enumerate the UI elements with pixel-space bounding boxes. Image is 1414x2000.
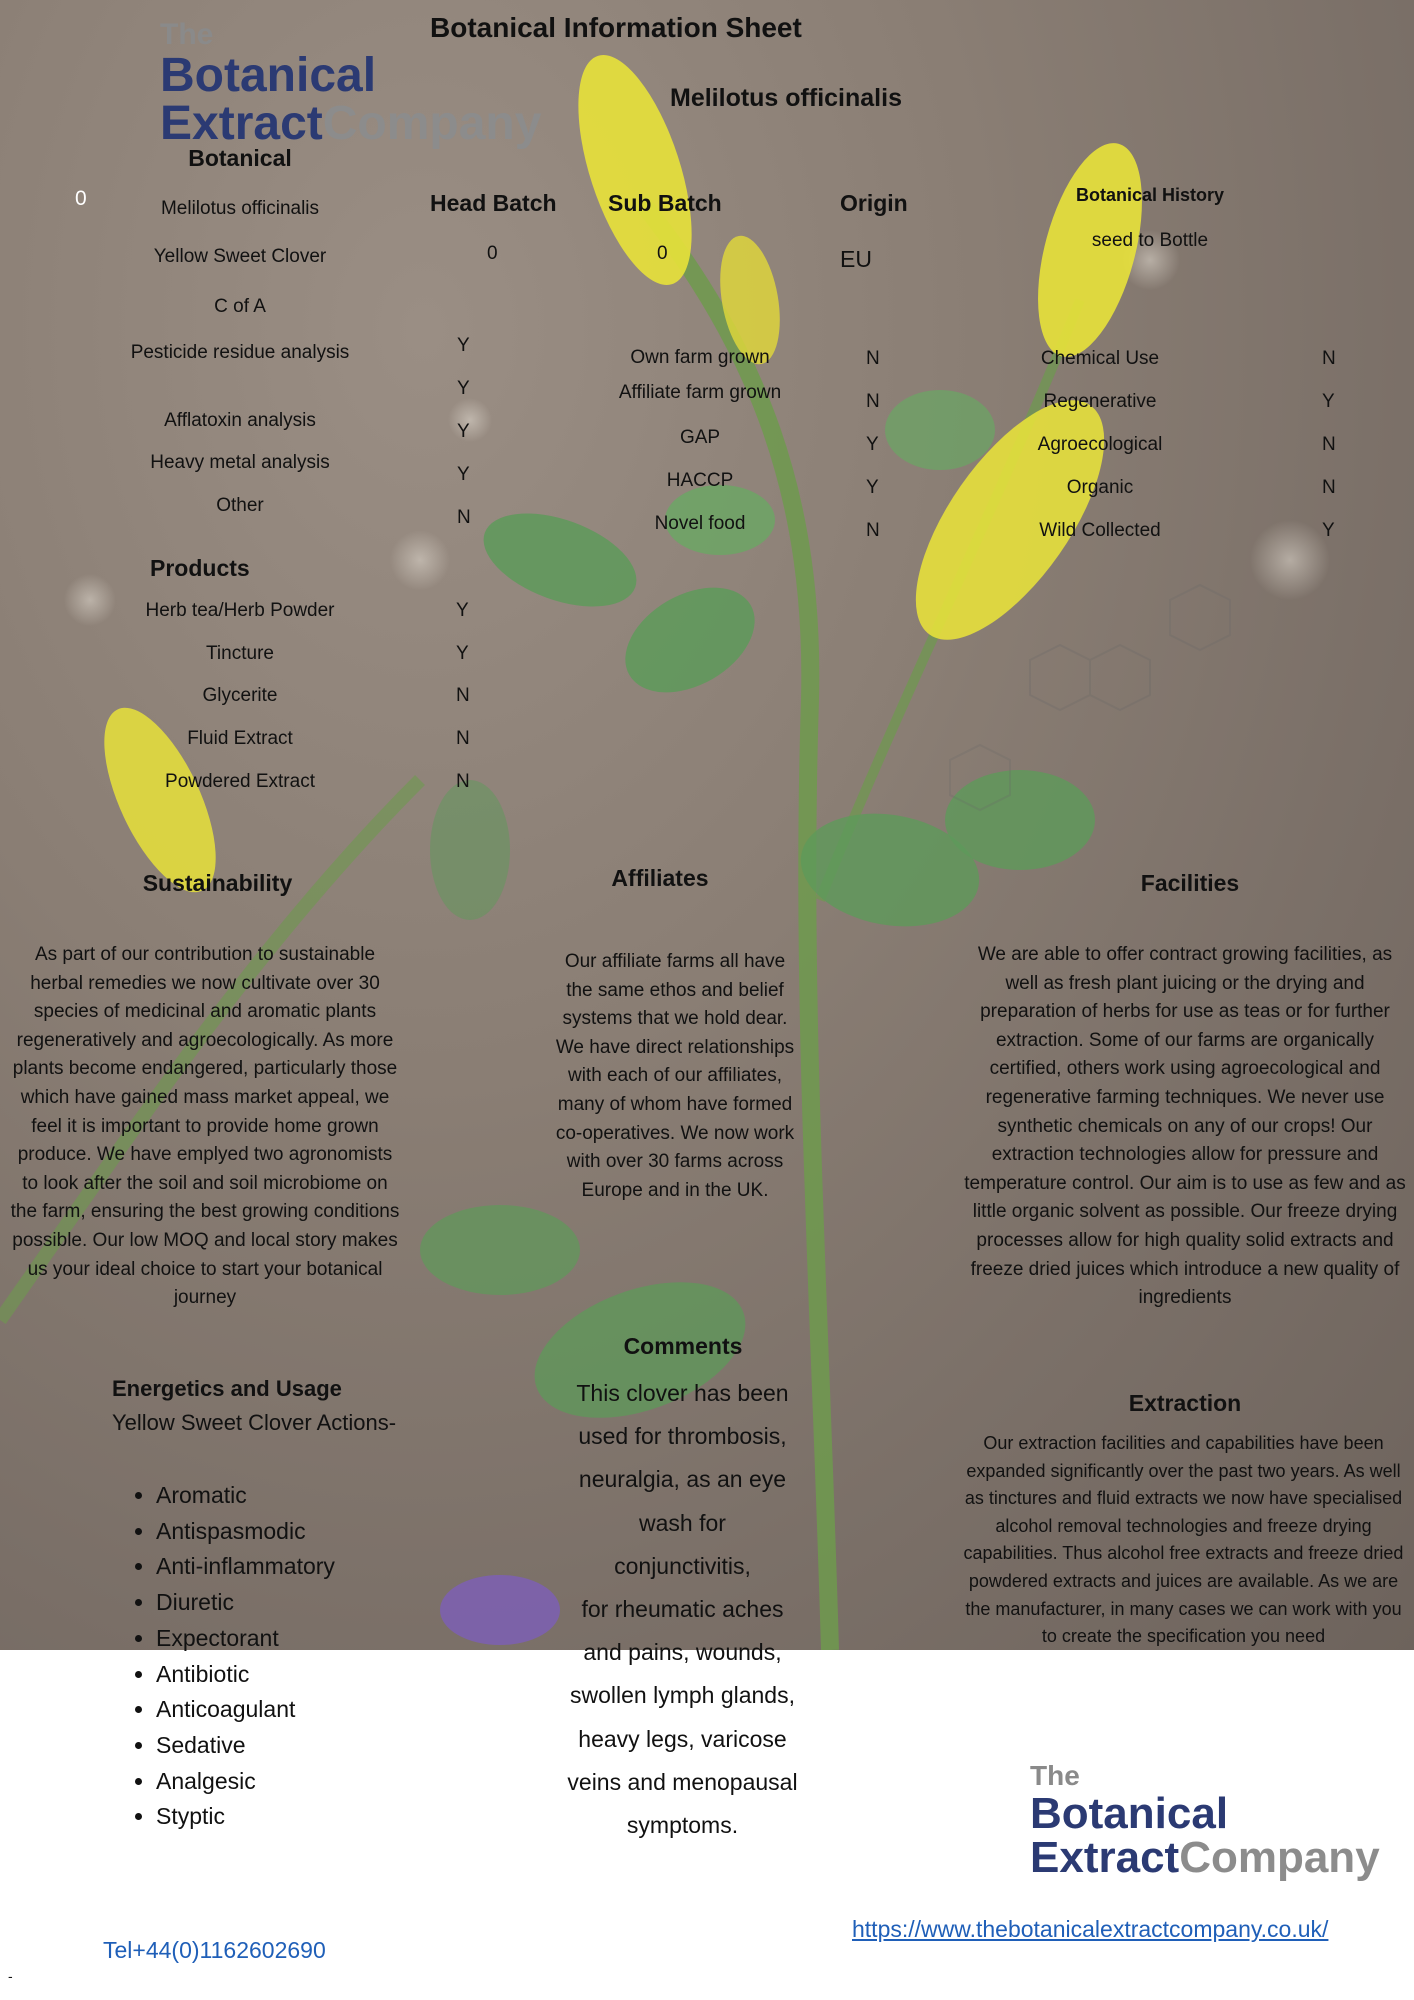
energetics-heading: Energetics and Usage (112, 1376, 342, 1401)
affiliates-body: Our affiliate farms all have the same ethos and belief systems that we hold dear. We have direct relationships with each of our affiliates, many of whom have formed co-operatives. We now work with over 30 farms across Europe and in the UK. (555, 951, 795, 1201)
comment-line: veins and menopausal (567, 1768, 798, 1795)
botanical-common: Yellow Sweet Clover (153, 246, 327, 267)
test-label-heavy-metal: Heavy metal analysis (150, 452, 330, 473)
action-item: • Sedative (156, 1728, 335, 1764)
farm-label-haccp: HACCP (666, 470, 734, 491)
extraction-heading: Extraction (1128, 1390, 1242, 1416)
zero-marker: 0 (75, 187, 87, 210)
test-label-afflatoxin: Afflatoxin analysis (164, 410, 316, 431)
botanical-heading: Botanical (188, 145, 292, 171)
sustainability-heading: Sustainability (142, 870, 293, 896)
action-item: • Antispasmodic (156, 1514, 335, 1550)
facilities-heading: Facilities (1140, 870, 1240, 896)
comment-line: used for thrombosis, (578, 1423, 787, 1450)
sustainability-body: As part of our contribution to sustainable herbal remedies we now cultivate over 30 species of medicinal and aromatic plants regeneratively and agroecologically. As more plants become endangered, particularly those which have gained mass market appeal, we feel it is important to provide home grown produce. We have emplyed two agronomists to look after the soil and soil microbiome on the farm, ensuring the best growing conditions possible. Our low MOQ and local story makes us your ideal choice to start your botanical journey (10, 944, 400, 1309)
comment-line: This clover has been (576, 1380, 789, 1406)
logo-extract-text: Extract (1030, 1833, 1180, 1882)
product-label-powdered-extract: Powdered Extract (165, 771, 315, 792)
action-item: • Expectorant (156, 1621, 335, 1657)
farm-label-gap: GAP (679, 427, 721, 448)
product-label-glycerite: Glycerite (202, 685, 278, 706)
botanical-latin: Melilotus officinalis (160, 198, 320, 219)
facilities-body: We are able to offer contract growing facilities, as well as fresh plant juicing or the drying and preparation of herbs for use as teas or for further extraction. Some of our farms are organically certified, others work using agroecological and regenerative farming techniques. We never use synthetic chemicals on any of our crops! Our extraction technologies allow for pressure and temperature control. Our aim is to use as few and as little organic solvent as possible. Our freeze drying processes allow for high quality solid extracts and freeze dried juices which introduce a new quality of ingredients (964, 944, 1406, 1309)
history-subtitle: seed to Bottle (1091, 230, 1209, 251)
comments-body (540, 1372, 825, 1847)
practice-label-organic: Organic (1066, 477, 1134, 498)
test-value-extra: N (457, 507, 471, 528)
page-title: Botanical Information Sheet (430, 12, 802, 43)
farm-value-gap: Y (866, 434, 879, 455)
comment-line: for rheumatic aches (581, 1596, 784, 1623)
logo-the-text: The (1030, 1760, 1080, 1791)
comments-heading: Comments (623, 1333, 743, 1359)
origin-label: Origin (840, 190, 908, 216)
action-item: • Styptic (156, 1799, 335, 1835)
product-value-tincture: Y (456, 643, 469, 664)
logo-the-text: The (160, 18, 214, 51)
farm-value-novel-food: N (866, 520, 880, 541)
product-value-herb-tea: Y (456, 600, 469, 621)
practice-label-agroecological: Agroecological (1037, 434, 1163, 455)
comment-line: heavy legs, varicose (578, 1725, 787, 1752)
farm-value-affiliate: N (866, 391, 880, 412)
website-link[interactable]: https://www.thebotanicalextractcompany.co.uk/ (852, 1916, 1329, 1942)
test-label-pesticide: Pesticide residue analysis (130, 342, 350, 363)
cofa-label: C of A (214, 296, 266, 317)
energetics-subtitle: Yellow Sweet Clover Actions- (112, 1410, 397, 1435)
footer-dash: - (8, 1968, 13, 1984)
practice-value-regenerative: Y (1322, 391, 1335, 412)
product-label-herb-tea: Herb tea/Herb Powder (145, 600, 335, 621)
action-item: • Diuretic (156, 1585, 335, 1621)
comment-line: swollen lymph glands, (569, 1682, 795, 1709)
sub-batch-value: 0 (657, 243, 668, 264)
practice-value-organic: N (1322, 477, 1336, 498)
logo-company-text: Company (1179, 1833, 1380, 1882)
product-value-fluid-extract: N (456, 728, 470, 749)
history-heading: Botanical History (1075, 185, 1225, 205)
product-value-glycerite: N (456, 685, 470, 706)
test-value-afflatoxin: Y (457, 378, 470, 399)
practice-value-agroecological: N (1322, 434, 1336, 455)
action-item: • Anticoagulant (156, 1692, 335, 1728)
practice-value-chemical-use: N (1322, 348, 1336, 369)
action-item: • Antibiotic (156, 1657, 335, 1693)
farm-value-own: N (866, 348, 880, 369)
logo-botanical-text: Botanical (1030, 1789, 1229, 1838)
actions-list (113, 1478, 335, 1835)
products-heading: Products (150, 555, 250, 581)
comment-line: and pains, wounds, (583, 1639, 782, 1666)
telephone-number: Tel+44(0)1162602690 (103, 1937, 326, 1963)
farm-value-haccp: Y (866, 477, 879, 498)
farm-label-own: Own farm grown (630, 347, 770, 368)
head-batch-value: 0 (487, 243, 498, 264)
practice-label-regenerative: Regenerative (1043, 391, 1157, 412)
test-label-other: Other (216, 495, 264, 516)
logo-company-text: Company (322, 97, 542, 150)
test-value-other: Y (457, 464, 470, 485)
comment-line: wash for (639, 1509, 726, 1536)
logo-botanical-text: Botanical (160, 49, 377, 102)
farm-label-affiliate: Affiliate farm grown (618, 382, 782, 403)
action-item: • Anti-inflammatory (156, 1549, 335, 1585)
comment-line: neuralgia, as an eye (578, 1466, 787, 1493)
comment-line: conjunctivitis, (614, 1552, 751, 1579)
practice-label-chemical-use: Chemical Use (1040, 348, 1160, 369)
extraction-body: Our extraction facilities and capabilities have been expanded significantly over the past two years. As well as tinctures and fluid extracts we now have specialised alcohol removal technologies and freeze drying capabilities. Thus alcohol free extracts and freeze dried powdered extracts and juices are available. As we are the manufacturer, in many cases we can work with you to create the specification you need (963, 1433, 1404, 1647)
sub-batch-label: Sub Batch (608, 190, 722, 216)
product-label-fluid-extract: Fluid Extract (187, 728, 293, 749)
head-batch-label: Head Batch (430, 190, 557, 216)
test-value-pesticide: Y (457, 335, 470, 356)
action-item: • Analgesic (156, 1764, 335, 1800)
practice-label-wild-collected: Wild Collected (1039, 520, 1161, 541)
practice-value-wild-collected: Y (1322, 520, 1335, 541)
comment-line: symptoms. (626, 1812, 739, 1839)
farm-label-novel-food: Novel food (654, 513, 746, 534)
logo-extract-text: Extract (160, 97, 323, 150)
action-item: • Aromatic (156, 1478, 335, 1514)
logo-bottom (1030, 1760, 1380, 1880)
product-value-powdered-extract: N (456, 771, 470, 792)
affiliates-heading: Affiliates (611, 865, 709, 891)
product-label-tincture: Tincture (206, 643, 274, 664)
test-value-heavy-metal: Y (457, 421, 470, 442)
latin-name-title: Melilotus officinalis (670, 84, 902, 112)
origin-value: EU (840, 246, 872, 272)
